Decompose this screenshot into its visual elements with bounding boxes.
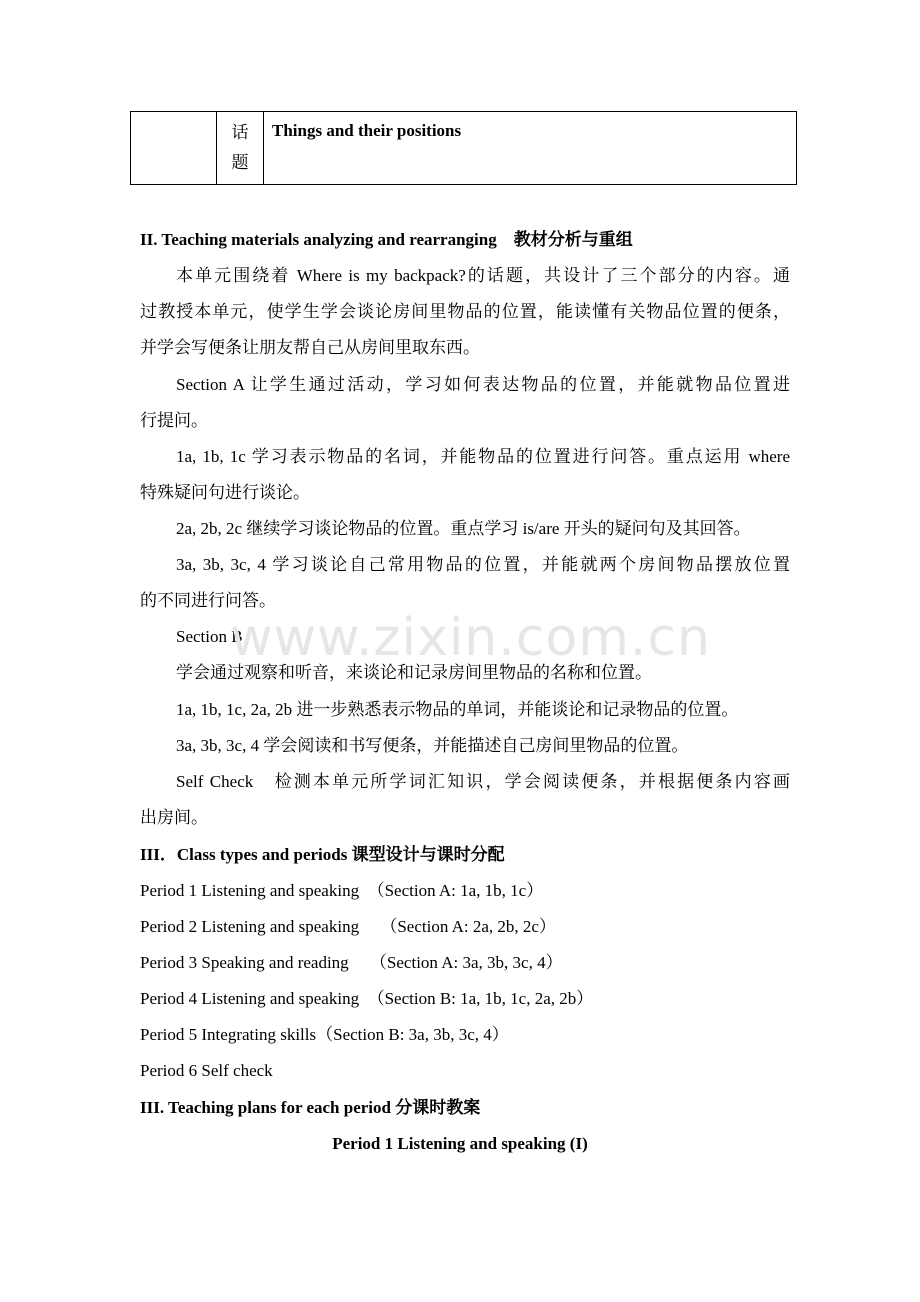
period-item: Period 1 Listening and speaking （Section A: 1a, 1b, 1c）: [140, 881, 544, 900]
period-item: Period 2 Listening and speaking （Section A: 2a, 2b, 2c）: [140, 917, 556, 936]
paragraph-line: 1a, 1b, 1c, 2a, 2b 进一步熟悉表示物品的单词，并能谈论和记录物品的位置。: [176, 700, 739, 719]
period-title: Period 1 Listening and speaking (I): [332, 1134, 588, 1153]
period-item: Period 3 Speaking and reading （Section A: 3a, 3b, 3c, 4）: [140, 953, 563, 972]
paragraph-line: 出房间。: [140, 808, 208, 827]
table-topic-cell: Things and their positions: [272, 121, 462, 140]
paragraph-line: 行提问。: [140, 411, 208, 430]
paragraph-line: 的不同进行问答。: [140, 591, 276, 610]
table-empty-cell: [131, 112, 217, 184]
paragraph-line: 1a, 1b, 1c 学习表示物品的名词，并能物品的位置进行问答。重点运用 where: [176, 447, 790, 466]
paragraph-line: 3a, 3b, 3c, 4 学习谈论自己常用物品的位置，并能就两个房间物品摆放位置: [176, 555, 790, 574]
section-heading-periods: III．Class types and periods 课型设计与课时分配: [140, 845, 505, 864]
table-label-char: 题: [231, 153, 249, 172]
paragraph-line: 本单元围绕着 Where is my backpack?的话题，共设计了三个部分的内容。通: [176, 266, 790, 285]
table-label-cell: [217, 112, 264, 184]
table-label-char: 话: [231, 123, 249, 142]
period-item: Period 6 Self check: [140, 1061, 273, 1080]
paragraph-line: 2a, 2b, 2c 继续学习谈论物品的位置。重点学习 is/are 开头的疑问句及其回答。: [176, 519, 751, 538]
paragraph-line: 特殊疑问句进行谈论。: [140, 483, 310, 502]
paragraph-line: 并学会写便条让朋友帮自己从房间里取东西。: [140, 338, 480, 357]
paragraph-line: Section B: [176, 627, 243, 646]
section-heading-materials: II. Teaching materials analyzing and rearranging 教材分析与重组: [140, 230, 633, 249]
period-item: Period 4 Listening and speaking （Section B: 1a, 1b, 1c, 2a, 2b）: [140, 989, 594, 1008]
section-heading-plans: III. Teaching plans for each period 分课时教案: [140, 1098, 481, 1117]
paragraph-line: 3a, 3b, 3c, 4 学会阅读和书写便条，并能描述自己房间里物品的位置。: [176, 736, 689, 755]
paragraph-line: Section A 让学生通过活动，学习如何表达物品的位置，并能就物品位置进: [176, 375, 790, 394]
watermark: www.zixin.com.cn: [230, 608, 711, 668]
period-item: Period 5 Integrating skills（Section B: 3a, 3b, 3c, 4）: [140, 1025, 509, 1044]
paragraph-line: 学会通过观察和听音，来谈论和记录房间里物品的名称和位置。: [176, 663, 652, 682]
topic-table: [130, 111, 797, 185]
paragraph-line: 过教授本单元，使学生学会谈论房间里物品的位置，能读懂有关物品位置的便条，: [140, 302, 790, 321]
paragraph-line: Self Check 检测本单元所学词汇知识，学会阅读便条，并根据便条内容画: [176, 772, 790, 791]
